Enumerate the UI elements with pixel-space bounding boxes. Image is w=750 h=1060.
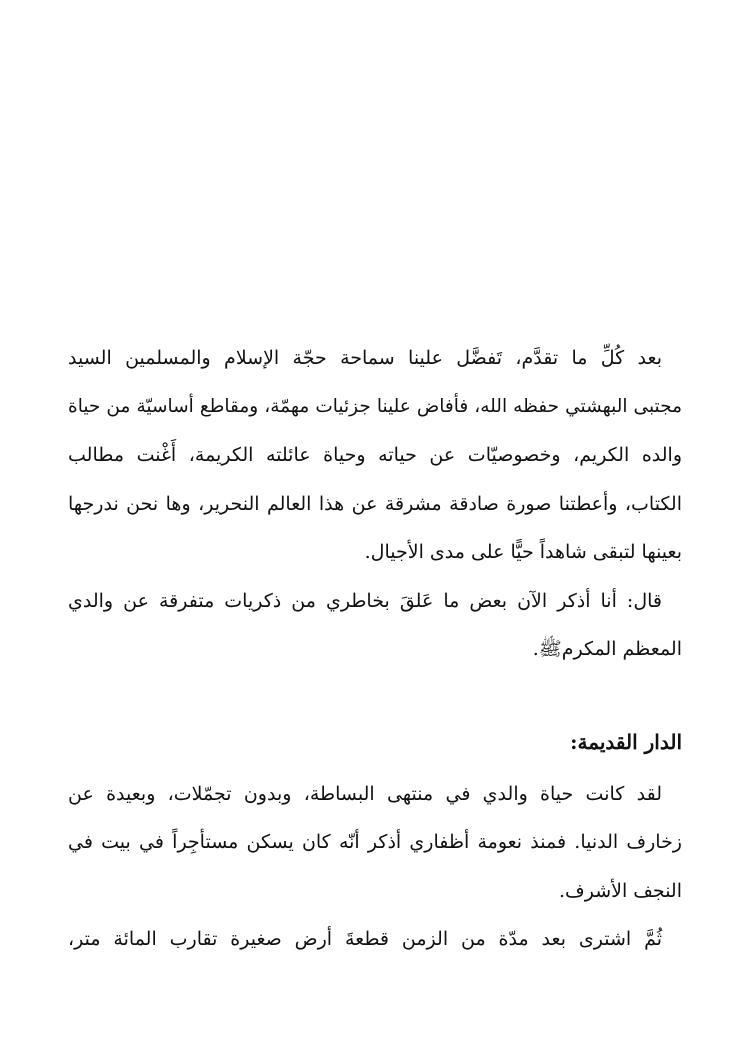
text-line: ثُمَّ اشترى بعد مدّة من الزمن قطعةَ أرض صغيرة تقارب المائة متر، bbox=[68, 928, 662, 950]
text-line: المعظم المكرمﷺ. bbox=[532, 638, 682, 660]
paragraph-land-purchase bbox=[68, 919, 682, 968]
section-gap bbox=[68, 678, 682, 722]
text-line: زخارف الدنيا. فمنذ نعومة أظفاري أذكر أنّه كان يسكن مستأجِراً في بيت في bbox=[68, 831, 682, 853]
text-line: مجتبى البهشتي حفظه الله، فأفاض علينا جزئيات مهمّة، ومقاطع أساسيّة من حياة bbox=[68, 395, 682, 417]
text-line: بعد كُلِّ ما تقدَّم، تَفضَّل علينا سماحة حجّة الإسلام والمسلمين السيد bbox=[68, 347, 662, 369]
text-line: والده الكريم، وخصوصيّات عن حياته وحياة عائلته الكريمة، أَغْنت مطالب bbox=[68, 444, 682, 466]
text-line: الكتاب، وأعطتنا صورة صادقة مشرقة عن هذا العالم النحرير، وها نحن ندرجها bbox=[68, 492, 682, 515]
text-line: بعينها لتبقى شاهداً حيًّا على مدى الأجيال. bbox=[364, 541, 682, 563]
text-line: لقد كانت حياة والدي في منتهى البساطة، وبدون تجمّلات، وبعيدة عن bbox=[68, 782, 662, 805]
body-text bbox=[68, 338, 682, 968]
section-heading: الدار القديمة: bbox=[570, 729, 682, 754]
paragraph-intro bbox=[68, 338, 682, 581]
text-line: النجف الأشرف. bbox=[558, 879, 682, 902]
text-line: قال: أنا أذكر الآن بعض ما عَلقَ بخاطري من ذكريات متفرقة عن والدي bbox=[68, 589, 662, 612]
paragraph-quote bbox=[68, 581, 682, 678]
paragraph-old-house bbox=[68, 774, 682, 920]
